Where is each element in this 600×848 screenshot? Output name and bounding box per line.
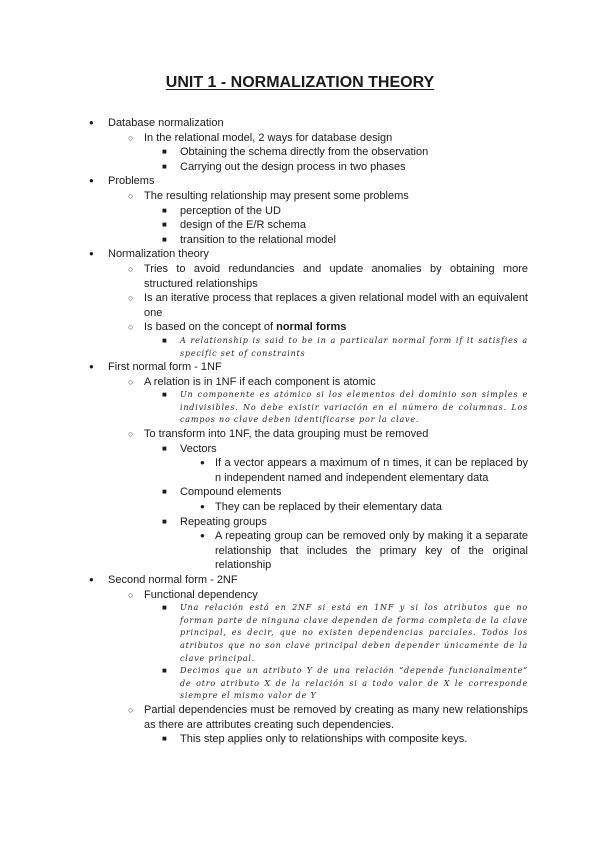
item-text: To transform into 1NF, the data grouping must be removed <box>144 428 429 441</box>
item-text: Is based on the concept of <box>144 321 277 334</box>
section-heading: Problems <box>108 175 155 188</box>
item-text: A repeating group can be removed only by making it a separate relationship that includes the primary key of the original relationship <box>215 530 528 572</box>
item-text: perception of the UD <box>180 204 281 217</box>
list-item <box>196 529 528 573</box>
bullet-icon: ● <box>200 502 205 512</box>
list-item <box>160 218 528 233</box>
list-item <box>124 703 528 747</box>
list-item <box>160 389 528 427</box>
item-text: The resulting relationship may present some problems <box>144 189 409 202</box>
bullet-icon: ● <box>89 362 94 372</box>
square-bullet-icon: ■ <box>162 390 167 400</box>
list-item <box>160 335 528 360</box>
circle-bullet-icon: ○ <box>128 132 134 143</box>
handwritten-note: Una relación está en 2NF si está en 1NF y si los atributos que no forman parte de ninguna clave dependen de forma completa de la clave principal, es decir, que no existen dependencias parciales. Todos los atributos que no son clave principal deben depender únicamente de la clave principal. <box>180 603 528 663</box>
circle-bullet-icon: ○ <box>128 322 134 333</box>
item-text: In the relational model, 2 ways for database design <box>144 131 393 144</box>
handwritten-note: Decimos que un atributo Y de una relación “depende funcionalmente” de otro atributo X de la relación si a todo valor de X le corresponde siempre el mismo valor de Y <box>180 666 528 701</box>
list-item <box>124 189 528 247</box>
square-bullet-icon: ■ <box>162 603 167 613</box>
item-text: This step applies only to relationships with composite keys. <box>180 733 468 746</box>
section-first-normal-form <box>88 360 528 573</box>
list-item <box>160 665 528 703</box>
item-text: Partial dependencies must be removed by creating as many new relationships as there are attributes creating such dependencies. <box>144 703 528 731</box>
circle-bullet-icon: ○ <box>128 589 134 600</box>
circle-bullet-icon: ○ <box>128 376 134 387</box>
square-bullet-icon: ■ <box>162 487 167 497</box>
item-text: Functional dependency <box>144 588 258 601</box>
square-bullet-icon: ■ <box>162 443 167 453</box>
circle-bullet-icon: ○ <box>128 263 134 274</box>
list-item <box>160 160 528 175</box>
bullet-icon: ● <box>89 575 94 584</box>
section-database-normalization <box>88 116 528 174</box>
section-second-normal-form <box>88 573 528 747</box>
item-text: They can be replaced by their elementary data <box>215 501 442 514</box>
item-text: transition to the relational model <box>180 233 336 246</box>
page-title: UNIT 1 - NORMALIZATION THEORY <box>165 74 435 91</box>
square-bullet-icon: ■ <box>162 220 167 230</box>
bullet-icon: ● <box>89 249 94 259</box>
list-item <box>124 375 528 427</box>
bold-term: normal forms <box>276 321 347 334</box>
bullet-icon: ● <box>200 458 205 468</box>
item-text: Vectors <box>180 442 217 455</box>
circle-bullet-icon: ○ <box>128 293 134 304</box>
item-text: design of the E/R schema <box>180 219 306 232</box>
item-text: Repeating groups <box>180 515 267 528</box>
list-item <box>160 485 528 514</box>
square-bullet-icon: ■ <box>162 516 167 526</box>
section-problems <box>88 174 528 247</box>
handwritten-note: Un componente es atómico si los elementos del dominio son simples e indivisibles. No debe existir variación en el número de columnas. Los campos no clave deben identificarse por la clave. <box>180 390 528 425</box>
list-item <box>160 602 528 665</box>
list-item <box>196 456 528 485</box>
item-text: Is an iterative process that replaces a given relational model with an equivalent one <box>144 292 528 319</box>
list-item <box>160 515 528 573</box>
section-heading: First normal form - 1NF <box>108 361 222 374</box>
square-bullet-icon: ■ <box>162 205 167 215</box>
square-bullet-icon: ■ <box>162 147 167 157</box>
section-heading: Database normalization <box>108 117 224 129</box>
circle-bullet-icon: ○ <box>128 429 134 440</box>
list-item <box>196 500 528 515</box>
bullet-icon: ● <box>200 531 205 541</box>
list-item <box>160 442 528 486</box>
circle-bullet-icon: ○ <box>128 704 134 715</box>
list-item <box>160 204 528 219</box>
list-item <box>124 291 528 320</box>
item-text: If a vector appears a maximum of n times, it can be replaced by n independent named and independent elementary data <box>215 457 528 484</box>
item-text: Tries to avoid redundancies and update anomalies by obtaining more structured relationships <box>144 262 528 290</box>
handwritten-note: A relationship is said to be in a particular normal form if it satisfies a specific set of constraints <box>180 335 528 358</box>
item-text: Obtaining the schema directly from the observation <box>180 146 429 159</box>
item-text: Compound elements <box>180 486 282 499</box>
square-bullet-icon: ■ <box>162 734 167 744</box>
list-item <box>160 732 528 747</box>
list-item <box>124 262 528 291</box>
square-bullet-icon: ■ <box>162 161 167 171</box>
square-bullet-icon: ■ <box>162 666 167 676</box>
section-heading: Second normal form - 2NF <box>108 574 238 586</box>
outline-list <box>88 116 528 747</box>
list-item <box>160 145 528 160</box>
list-item <box>160 233 528 248</box>
list-item <box>124 131 528 175</box>
bullet-icon: ● <box>89 176 94 186</box>
list-item <box>124 588 528 703</box>
square-bullet-icon: ■ <box>162 335 167 345</box>
bullet-icon: ● <box>89 118 94 127</box>
list-item <box>124 427 528 573</box>
list-item <box>124 320 528 360</box>
item-text: A relation is in 1NF if each component is atomic <box>144 375 376 388</box>
circle-bullet-icon: ○ <box>128 190 134 201</box>
square-bullet-icon: ■ <box>162 234 167 244</box>
section-heading: Normalization theory <box>108 248 209 261</box>
item-text: Carrying out the design process in two phases <box>180 160 406 173</box>
section-normalization-theory <box>88 247 528 360</box>
